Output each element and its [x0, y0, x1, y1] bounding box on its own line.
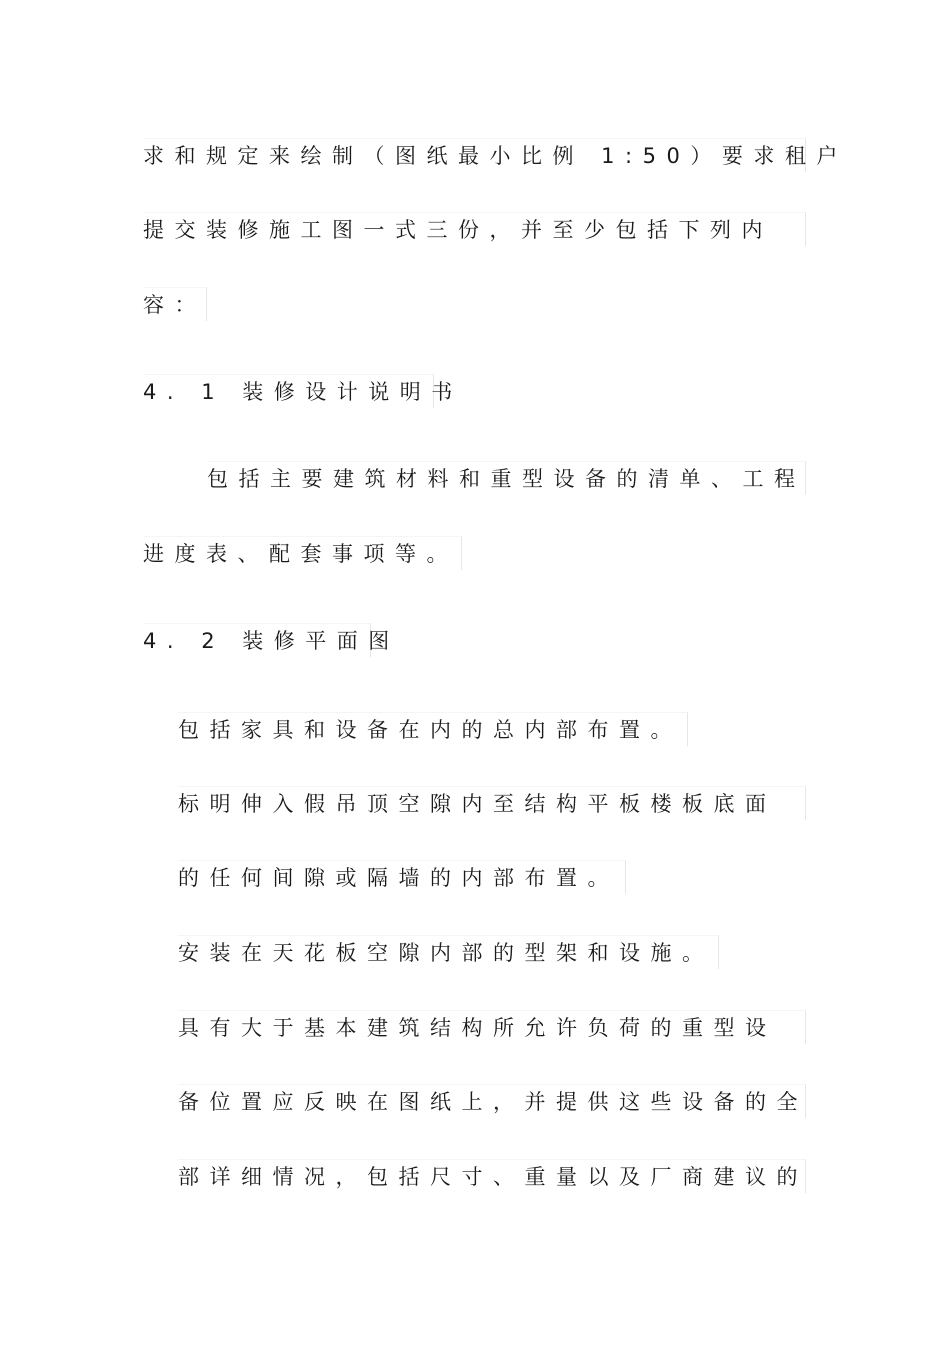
text-line: 备位置应反映在图纸上，并提供这些设备的全 [178, 1084, 806, 1118]
text-line: 标明伸入假吊顶空隙内至结构平板楼板底面 [178, 786, 806, 820]
text-line: 部详细情况，包括尺寸、重量以及厂商建议的 [178, 1159, 806, 1193]
text-line: 包括主要建筑材料和重型设备的清单、工程 [207, 461, 806, 495]
text-line: 提交装修施工图一式三份，并至少包括下列内 [143, 212, 806, 246]
text-line: 容： [143, 287, 207, 321]
text-line: 具有大于基本建筑结构所允许负荷的重型设 [178, 1010, 806, 1044]
text-line: 求和规定来绘制（图纸最小比例 1:50）要求租户 [143, 138, 806, 172]
text-line: 进度表、配套事项等。 [143, 536, 462, 570]
text-line: 安装在天花板空隙内部的型架和设施。 [178, 935, 719, 969]
section-heading: 4. 1 装修设计说明书 [143, 374, 434, 408]
text-line: 的任何间隙或隔墙的内部布置。 [178, 860, 626, 894]
text-line: 包括家具和设备在内的总内部布置。 [178, 712, 688, 746]
section-heading: 4. 2 装修平面图 [143, 623, 371, 657]
